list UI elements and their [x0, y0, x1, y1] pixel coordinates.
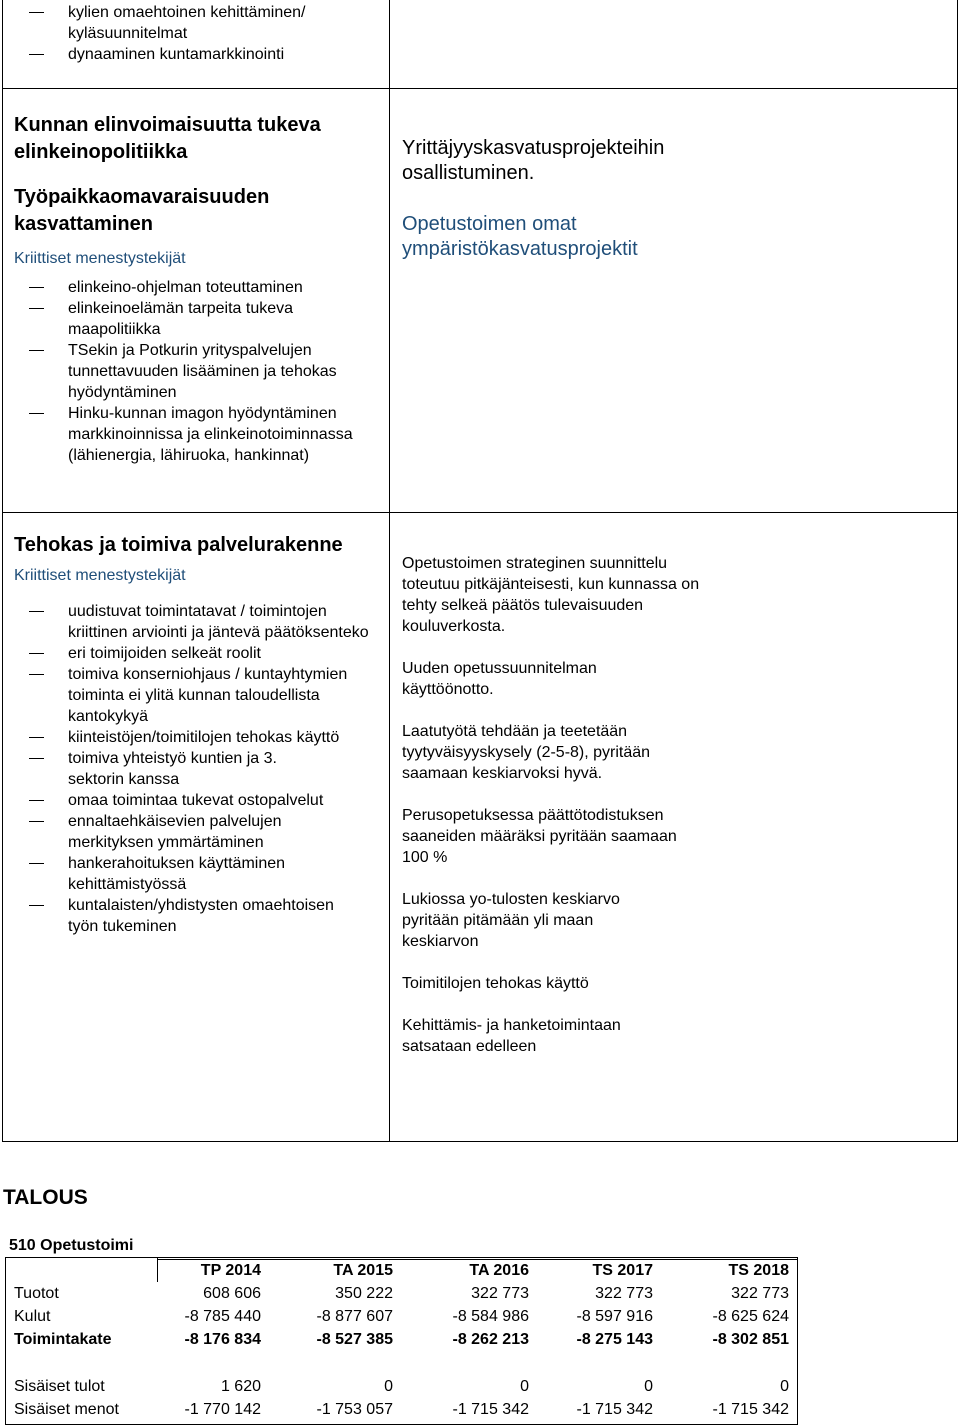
row-label: Sisäiset menot — [14, 1400, 119, 1418]
column-header: TA 2016 — [469, 1261, 529, 1279]
right-paragraph: Toimitilojen tehokas käyttö — [402, 975, 589, 992]
critical-factors-label: Kriittiset menestystekijät — [14, 250, 186, 267]
right-paragraph: Opetustoimen omat ympäristökasvatusprojektit — [402, 213, 638, 260]
row-label: Sisäiset tulot — [14, 1377, 105, 1395]
section-subtitle: Työpaikkaomavaraisuuden kasvattaminen — [14, 186, 270, 235]
elinvoima-right-cell — [402, 136, 722, 262]
right-paragraph: Opetustoimen strateginen suunnittelu toteutuu pitkäjänteisesti, kun kunnassa on tehty selkeä päätös tulevaisuuden kouluverkosta. — [402, 555, 700, 635]
list-item: dynaaminen kuntamarkkinointi — [2, 44, 387, 65]
list-item: kiinteistöjen/toimitilojen tehokas käyttö — [2, 727, 384, 748]
table-row: Tuotot 608 606 350 222 322 773 322 773 322 773 — [6, 1282, 797, 1305]
section-title: Kunnan elinvoimaisuutta tukeva elinkeinopolitiikka — [14, 114, 321, 163]
column-header: TS 2017 — [592, 1261, 653, 1279]
critical-factors-label: Kriittiset menestystekijät — [14, 567, 186, 584]
row-label: Tuotot — [14, 1284, 59, 1302]
list-item: omaa toimintaa tukevat ostopalvelut — [2, 790, 384, 811]
table-row: Kulut -8 785 440 -8 877 607 -8 584 986 -8 597 916 -8 625 624 — [6, 1305, 797, 1328]
section-title: Tehokas ja toimiva palvelurakenne — [14, 534, 343, 556]
palvelu-right-cell — [402, 553, 702, 1057]
palvelu-left-cell — [14, 532, 384, 586]
list-item: hankerahoituksen käyttäminen kehittämistyössä — [2, 853, 384, 895]
elinvoima-list — [14, 277, 384, 466]
list-item: Hinku-kunnan imagon hyödyntäminen markkinoinnissa ja elinkeinotoiminnassa (lähienergia, lähiruoka, hankinnat) — [2, 403, 384, 466]
right-paragraph: Laatutyötä tehdään ja teetetään tyytyväisyyskysely (2-5-8), pyritään saamaan keskiarvoksi hyvä. — [402, 723, 651, 782]
unit-title: 510 Opetustoimi — [9, 1237, 134, 1254]
right-paragraph: Kehittämis- ja hanketoimintaan satsataan edelleen — [402, 1017, 621, 1055]
right-paragraph: Yrittäjyyskasvatusprojekteihin osallistuminen. — [402, 137, 665, 184]
table-header-row — [6, 1259, 797, 1282]
list-item: TSekin ja Potkurin yrityspalvelujen tunnettavuuden lisääminen ja tehokas hyödyntäminen — [2, 340, 384, 403]
right-paragraph: Uuden opetussuunnitelman käyttöönotto. — [402, 660, 597, 698]
list-item: kuntalaisten/yhdistysten omaehtoisen työn tukeminen — [2, 895, 384, 937]
elinvoima-left-cell — [14, 112, 384, 269]
list-item: eri toimijoiden selkeät roolit — [2, 643, 384, 664]
palvelu-list — [14, 601, 384, 937]
list-item: toimiva yhteistyö kuntien ja 3. sektorin kanssa — [2, 748, 384, 790]
row-label: Toimintakate — [14, 1330, 112, 1348]
finance-table — [6, 1259, 797, 1421]
table-row: Toimintakate -8 176 834 -8 527 385 -8 262 213 -8 275 143 -8 302 851 — [6, 1328, 797, 1351]
list-item: elinkeinoelämän tarpeita tukeva maapolitiikka — [2, 298, 384, 340]
list-item: kylien omaehtoinen kehittäminen/ kyläsuunnitelmat — [2, 2, 387, 44]
talous-heading: TALOUS — [3, 1186, 88, 1209]
column-header: TS 2018 — [728, 1261, 789, 1279]
table-row: Sisäiset menot -1 770 142 -1 753 057 -1 715 342 -1 715 342 -1 715 342 — [6, 1398, 797, 1421]
list-item: toimiva konserniohjaus / kuntayhtymien toiminta ei ylitä kunnan taloudellista kantokykyä — [2, 664, 384, 727]
list-item: elinkeino-ohjelman toteuttaminen — [2, 277, 384, 298]
column-header: TA 2015 — [333, 1261, 393, 1279]
list-item: ennaltaehkäisevien palvelujen merkityksen ymmärtäminen — [2, 811, 384, 853]
column-header: TP 2014 — [200, 1261, 261, 1279]
table-spacer-row — [6, 1351, 797, 1375]
table-row: Sisäiset tulot 1 620 0 0 0 0 — [6, 1375, 797, 1398]
top-section-list — [2, 2, 387, 65]
list-item: uudistuvat toimintatavat / toimintojen kriittinen arviointi ja jäntevä päätöksenteko — [2, 601, 384, 643]
row-label: Kulut — [14, 1307, 51, 1325]
right-paragraph: Perusopetuksessa päättötodistuksen saaneiden määräksi pyritään saamaan 100 % — [402, 807, 677, 866]
right-paragraph: Lukiossa yo-tulosten keskiarvo pyritään pitämään yli maan keskiarvon — [402, 891, 620, 950]
